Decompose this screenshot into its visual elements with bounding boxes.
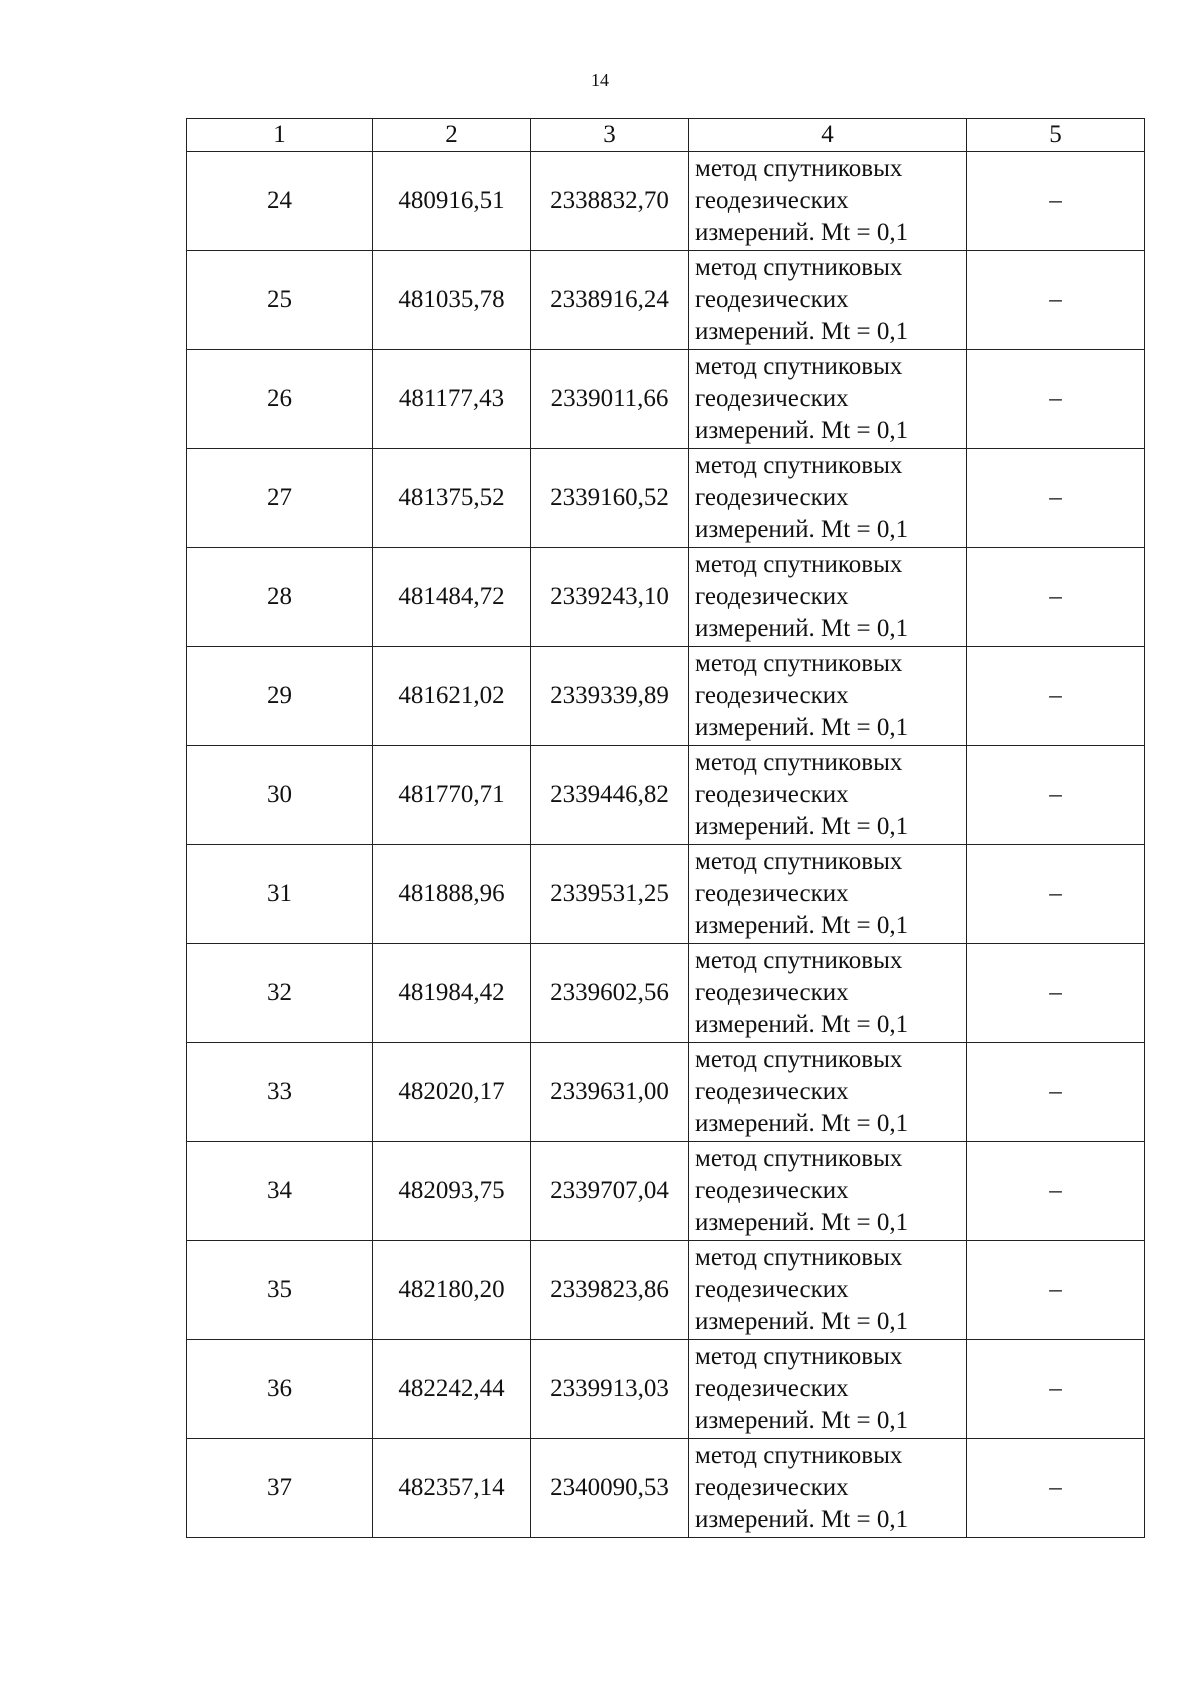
note-cell: – (967, 548, 1145, 647)
header-row (187, 119, 1145, 152)
note-cell: – (967, 1439, 1145, 1538)
note-cell: – (967, 449, 1145, 548)
point-number-cell: 26 (187, 350, 373, 449)
method-cell (689, 746, 967, 845)
method-line: метод спутниковых (695, 1244, 903, 1271)
table-row (187, 1439, 1145, 1538)
coordinate-x-cell: 482357,14 (373, 1439, 531, 1538)
method-line: измерений. Mt = 0,1 (695, 1506, 909, 1533)
method-line: измерений. Mt = 0,1 (695, 813, 909, 840)
method-line: геодезических (695, 1474, 849, 1501)
table-row (187, 746, 1145, 845)
method-cell (689, 845, 967, 944)
header-col-3: 3 (531, 119, 689, 152)
point-number-cell: 31 (187, 845, 373, 944)
point-number-cell: 32 (187, 944, 373, 1043)
point-number-cell: 37 (187, 1439, 373, 1538)
method-line: геодезических (695, 1078, 849, 1105)
method-line: метод спутниковых (695, 254, 903, 281)
method-line: метод спутниковых (695, 1145, 903, 1172)
method-cell (689, 449, 967, 548)
method-line: геодезических (695, 385, 849, 412)
coordinate-y-cell: 2338832,70 (531, 152, 689, 251)
method-line: метод спутниковых (695, 1046, 903, 1073)
method-line: метод спутниковых (695, 1442, 903, 1469)
coordinate-y-cell: 2339531,25 (531, 845, 689, 944)
coordinate-x-cell: 481984,42 (373, 944, 531, 1043)
method-line: геодезических (695, 880, 849, 907)
point-number-cell: 34 (187, 1142, 373, 1241)
method-cell (689, 647, 967, 746)
method-line: метод спутниковых (695, 1343, 903, 1370)
method-cell (689, 1043, 967, 1142)
method-cell (689, 152, 967, 251)
method-line: геодезических (695, 286, 849, 313)
note-cell: – (967, 152, 1145, 251)
coordinate-y-cell: 2338916,24 (531, 251, 689, 350)
coordinate-y-cell: 2339243,10 (531, 548, 689, 647)
table-body (187, 152, 1145, 1538)
method-line: метод спутниковых (695, 452, 903, 479)
table-row (187, 251, 1145, 350)
method-line: метод спутниковых (695, 551, 903, 578)
method-line: измерений. Mt = 0,1 (695, 219, 909, 246)
point-number-cell: 24 (187, 152, 373, 251)
coordinate-y-cell: 2339823,86 (531, 1241, 689, 1340)
method-line: геодезических (695, 1375, 849, 1402)
method-line: геодезических (695, 682, 849, 709)
coordinate-y-cell: 2339446,82 (531, 746, 689, 845)
coordinate-y-cell: 2339913,03 (531, 1340, 689, 1439)
note-cell: – (967, 845, 1145, 944)
coordinate-x-cell: 482093,75 (373, 1142, 531, 1241)
method-cell (689, 251, 967, 350)
method-cell (689, 350, 967, 449)
method-line: метод спутниковых (695, 947, 903, 974)
coordinate-x-cell: 480916,51 (373, 152, 531, 251)
point-number-cell: 30 (187, 746, 373, 845)
table-row (187, 1142, 1145, 1241)
method-line: измерений. Mt = 0,1 (695, 318, 909, 345)
note-cell: – (967, 944, 1145, 1043)
method-line: метод спутниковых (695, 353, 903, 380)
note-cell: – (967, 1142, 1145, 1241)
method-line: измерений. Mt = 0,1 (695, 1308, 909, 1335)
method-line: метод спутниковых (695, 749, 903, 776)
note-cell: – (967, 746, 1145, 845)
table-header (187, 119, 1145, 152)
point-number-cell: 33 (187, 1043, 373, 1142)
method-cell (689, 1439, 967, 1538)
coordinate-x-cell: 481621,02 (373, 647, 531, 746)
point-number-cell: 29 (187, 647, 373, 746)
method-line: метод спутниковых (695, 650, 903, 677)
method-line: геодезических (695, 187, 849, 214)
method-line: геодезических (695, 979, 849, 1006)
point-number-cell: 27 (187, 449, 373, 548)
method-line: измерений. Mt = 0,1 (695, 714, 909, 741)
note-cell: – (967, 251, 1145, 350)
header-col-1: 1 (187, 119, 373, 152)
table-row (187, 350, 1145, 449)
table-row (187, 647, 1145, 746)
method-cell (689, 1340, 967, 1439)
table-row (187, 152, 1145, 251)
method-line: измерений. Mt = 0,1 (695, 1209, 909, 1236)
method-line: геодезических (695, 1276, 849, 1303)
coordinate-y-cell: 2340090,53 (531, 1439, 689, 1538)
point-number-cell: 28 (187, 548, 373, 647)
method-cell (689, 944, 967, 1043)
coordinate-x-cell: 481484,72 (373, 548, 531, 647)
header-col-2: 2 (373, 119, 531, 152)
coordinate-x-cell: 482020,17 (373, 1043, 531, 1142)
method-line: геодезических (695, 484, 849, 511)
coordinate-x-cell: 482180,20 (373, 1241, 531, 1340)
method-line: измерений. Mt = 0,1 (695, 912, 909, 939)
header-col-5: 5 (967, 119, 1145, 152)
coordinate-x-cell: 482242,44 (373, 1340, 531, 1439)
method-line: геодезических (695, 781, 849, 808)
coordinate-y-cell: 2339707,04 (531, 1142, 689, 1241)
coordinate-y-cell: 2339631,00 (531, 1043, 689, 1142)
table-row (187, 1043, 1145, 1142)
method-line: метод спутниковых (695, 848, 903, 875)
coordinate-x-cell: 481888,96 (373, 845, 531, 944)
method-line: измерений. Mt = 0,1 (695, 417, 909, 444)
note-cell: – (967, 350, 1145, 449)
note-cell: – (967, 1241, 1145, 1340)
coordinate-y-cell: 2339339,89 (531, 647, 689, 746)
table-row (187, 944, 1145, 1043)
method-line: измерений. Mt = 0,1 (695, 516, 909, 543)
method-line: измерений. Mt = 0,1 (695, 1011, 909, 1038)
point-number-cell: 25 (187, 251, 373, 350)
page-number: 14 (591, 70, 609, 90)
point-number-cell: 36 (187, 1340, 373, 1439)
method-line: геодезических (695, 583, 849, 610)
coordinate-y-cell: 2339602,56 (531, 944, 689, 1043)
table-row (187, 1340, 1145, 1439)
method-cell (689, 548, 967, 647)
coordinates-table (186, 118, 1145, 1538)
table-row (187, 845, 1145, 944)
method-cell (689, 1241, 967, 1340)
point-number-cell: 35 (187, 1241, 373, 1340)
table-row (187, 548, 1145, 647)
method-line: геодезических (695, 1177, 849, 1204)
method-cell (689, 1142, 967, 1241)
coordinate-x-cell: 481375,52 (373, 449, 531, 548)
coordinate-x-cell: 481035,78 (373, 251, 531, 350)
method-line: измерений. Mt = 0,1 (695, 1407, 909, 1434)
note-cell: – (967, 647, 1145, 746)
coordinate-x-cell: 481770,71 (373, 746, 531, 845)
table-row (187, 1241, 1145, 1340)
coordinate-y-cell: 2339011,66 (531, 350, 689, 449)
method-line: измерений. Mt = 0,1 (695, 1110, 909, 1137)
method-line: метод спутниковых (695, 155, 903, 182)
coordinate-x-cell: 481177,43 (373, 350, 531, 449)
note-cell: – (967, 1340, 1145, 1439)
coordinate-y-cell: 2339160,52 (531, 449, 689, 548)
header-col-4: 4 (689, 119, 967, 152)
table-row (187, 449, 1145, 548)
note-cell: – (967, 1043, 1145, 1142)
method-line: измерений. Mt = 0,1 (695, 615, 909, 642)
